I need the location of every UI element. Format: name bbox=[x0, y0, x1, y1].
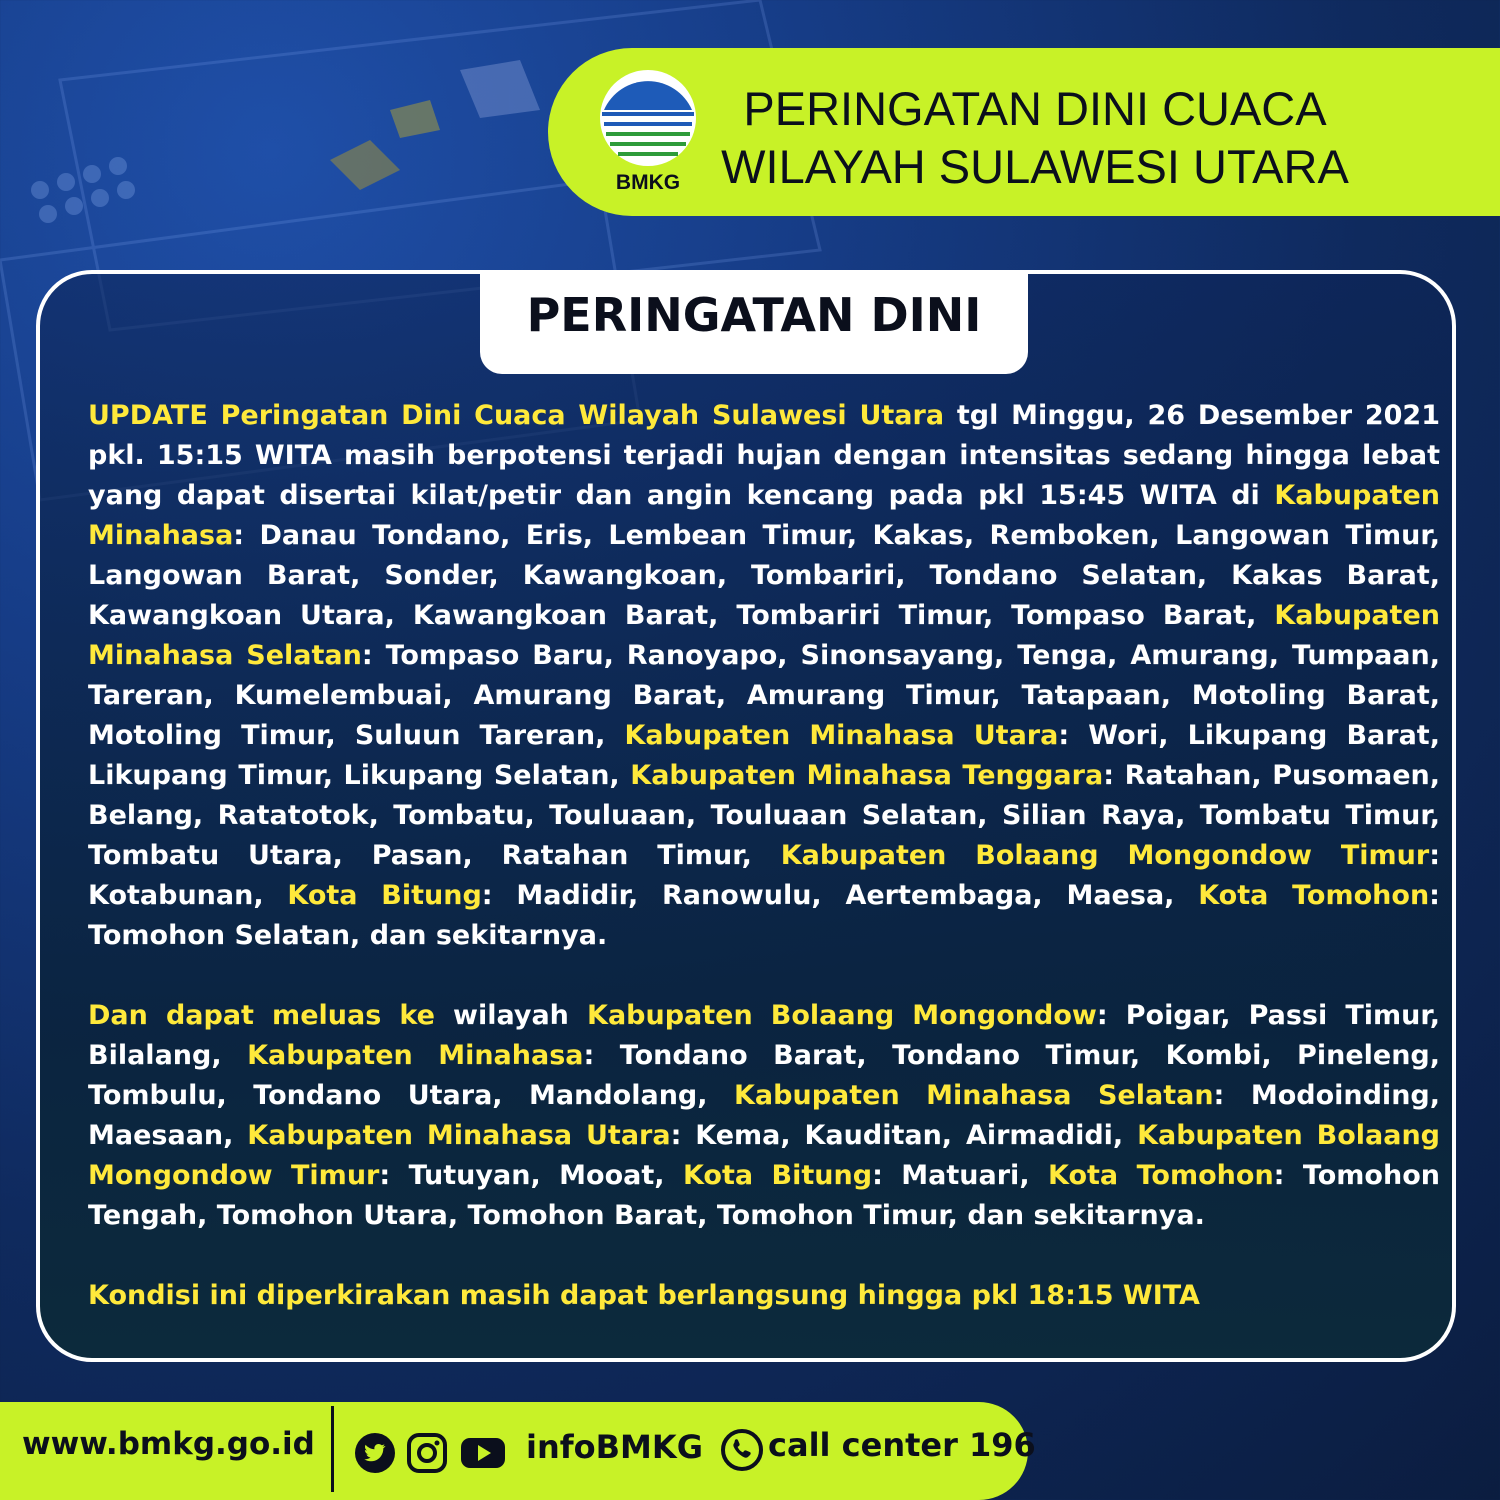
highlight-text: Kondisi ini diperkirakan masih dapat berlangsung hingga pkl 18:15 WITA bbox=[88, 1280, 1200, 1311]
body-text-segment: : Kotabunan, bbox=[88, 840, 1440, 911]
twitter-icon[interactable] bbox=[354, 1432, 396, 1474]
header-title-line1: PERINGATAN DINI CUACA bbox=[743, 82, 1327, 135]
youtube-icon[interactable] bbox=[460, 1432, 506, 1474]
logo-text: BMKG bbox=[615, 171, 681, 194]
footer-divider bbox=[331, 1406, 334, 1492]
highlight-text: UPDATE Peringatan Dini Cuaca Wilayah Sulawesi Utara bbox=[88, 400, 945, 431]
body-text-segment: : Madidir, Ranowulu, Aertembaga, Maesa, bbox=[481, 880, 1199, 911]
body-text-segment: : Kema, Kauditan, Airmadidi, bbox=[670, 1120, 1138, 1151]
highlight-text: Kabupaten Minahasa Selatan bbox=[88, 600, 1440, 671]
body-text-segment: : Modoinding, Maesaan, bbox=[88, 1080, 1440, 1151]
bmkg-logo bbox=[598, 66, 698, 196]
highlight-text: Dan dapat meluas ke bbox=[88, 1000, 435, 1031]
instagram-icon[interactable] bbox=[406, 1432, 448, 1474]
body-text-segment: : Wori, Likupang Barat, Likupang Timur, Likupang Selatan, bbox=[88, 720, 1440, 791]
highlight-text: Kabupaten Minahasa bbox=[88, 480, 1440, 551]
highlight-text: Kabupaten Bolaang Mongondow Timur bbox=[88, 1120, 1440, 1191]
body-text-segment: : Ratahan, Pusomaen, Belang, Ratatotok, Tombatu, Touluaan, Touluaan Selatan, Silian Raya, Tombatu Timur, Tombatu Utara, Pasan, Ratahan Timur, bbox=[88, 760, 1440, 871]
phone-icon bbox=[720, 1428, 764, 1472]
highlight-text: Kabupaten Minahasa Selatan bbox=[734, 1080, 1214, 1111]
body-text-segment: : Tomohon Tengah, Tomohon Utara, Tomohon Barat, Tomohon Timur, dan sekitarnya. bbox=[88, 1160, 1440, 1231]
body-text-segment: : Matuari, bbox=[872, 1160, 1049, 1191]
highlight-text: Kabupaten Minahasa Utara bbox=[247, 1120, 671, 1151]
body-text-segment: wilayah bbox=[434, 1000, 588, 1031]
highlight-text: Kota Tomohon bbox=[1198, 880, 1430, 911]
warning-paragraph-2 bbox=[88, 996, 1440, 1236]
highlight-text: Kabupaten Bolaang Mongondow Timur bbox=[780, 840, 1430, 871]
social-handle[interactable]: infoBMKG bbox=[526, 1428, 703, 1466]
warning-body bbox=[88, 396, 1440, 1316]
panel-title: PERINGATAN DINI bbox=[526, 288, 982, 342]
highlight-text: Kabupaten Minahasa Tenggara bbox=[630, 760, 1104, 791]
body-text-segment: : Danau Tondano, Eris, Lembean Timur, Kakas, Remboken, Langowan Timur, Langowan Barat, Sonder, Kawangkoan, Tombariri, Tondano Selatan, Kakas Barat, Kawangkoan Utara, Kawangkoan Barat, Tombariri Timur, Tompaso Barat, bbox=[88, 520, 1440, 631]
body-text-segment: : Tondano Barat, Tondano Timur, Kombi, Pineleng, Tombulu, Tondano Utara, Mandolang, bbox=[88, 1040, 1441, 1111]
highlight-text: Kota Tomohon bbox=[1048, 1160, 1274, 1191]
highlight-text: Kabupaten Minahasa Utara bbox=[624, 720, 1059, 751]
header-title-line2: WILAYAH SULAWESI UTARA bbox=[721, 140, 1349, 193]
warning-paragraph-1 bbox=[88, 396, 1440, 956]
body-text-segment: : Tompaso Baru, Ranoyapo, Sinonsayang, Tenga, Amurang, Tumpaan, Tareran, Kumelembuai, Amurang Barat, Amurang Timur, Tatapaan, Motoling Barat, Motoling Timur, Suluun Tareran, bbox=[88, 640, 1440, 751]
highlight-text: Kabupaten Bolaang Mongondow bbox=[587, 1000, 1097, 1031]
website-link[interactable]: www.bmkg.go.id bbox=[22, 1426, 315, 1462]
body-text-segment: : Tomohon Selatan, dan sekitarnya. bbox=[88, 880, 1440, 951]
call-center-text[interactable]: call center 196 bbox=[768, 1426, 1036, 1464]
body-text-segment: : Poigar, Passi Timur, Bilalang, bbox=[88, 1000, 1440, 1071]
highlight-text: Kabupaten Minahasa bbox=[247, 1040, 584, 1071]
warning-paragraph-3 bbox=[88, 1276, 1440, 1316]
highlight-text: Kota Bitung bbox=[287, 880, 482, 911]
highlight-text: Kota Bitung bbox=[682, 1160, 873, 1191]
body-text-segment: tgl Minggu, 26 Desember 2021 pkl. 15:15 WITA masih berpotensi terjadi hujan dengan intensitas sedang hingga lebat yang dapat disertai kilat/petir dan angin kencang pada pkl 15:45 WITA di bbox=[88, 400, 1440, 511]
header-title bbox=[700, 80, 1370, 196]
body-text-segment: : Tutuyan, Mooat, bbox=[379, 1160, 683, 1191]
